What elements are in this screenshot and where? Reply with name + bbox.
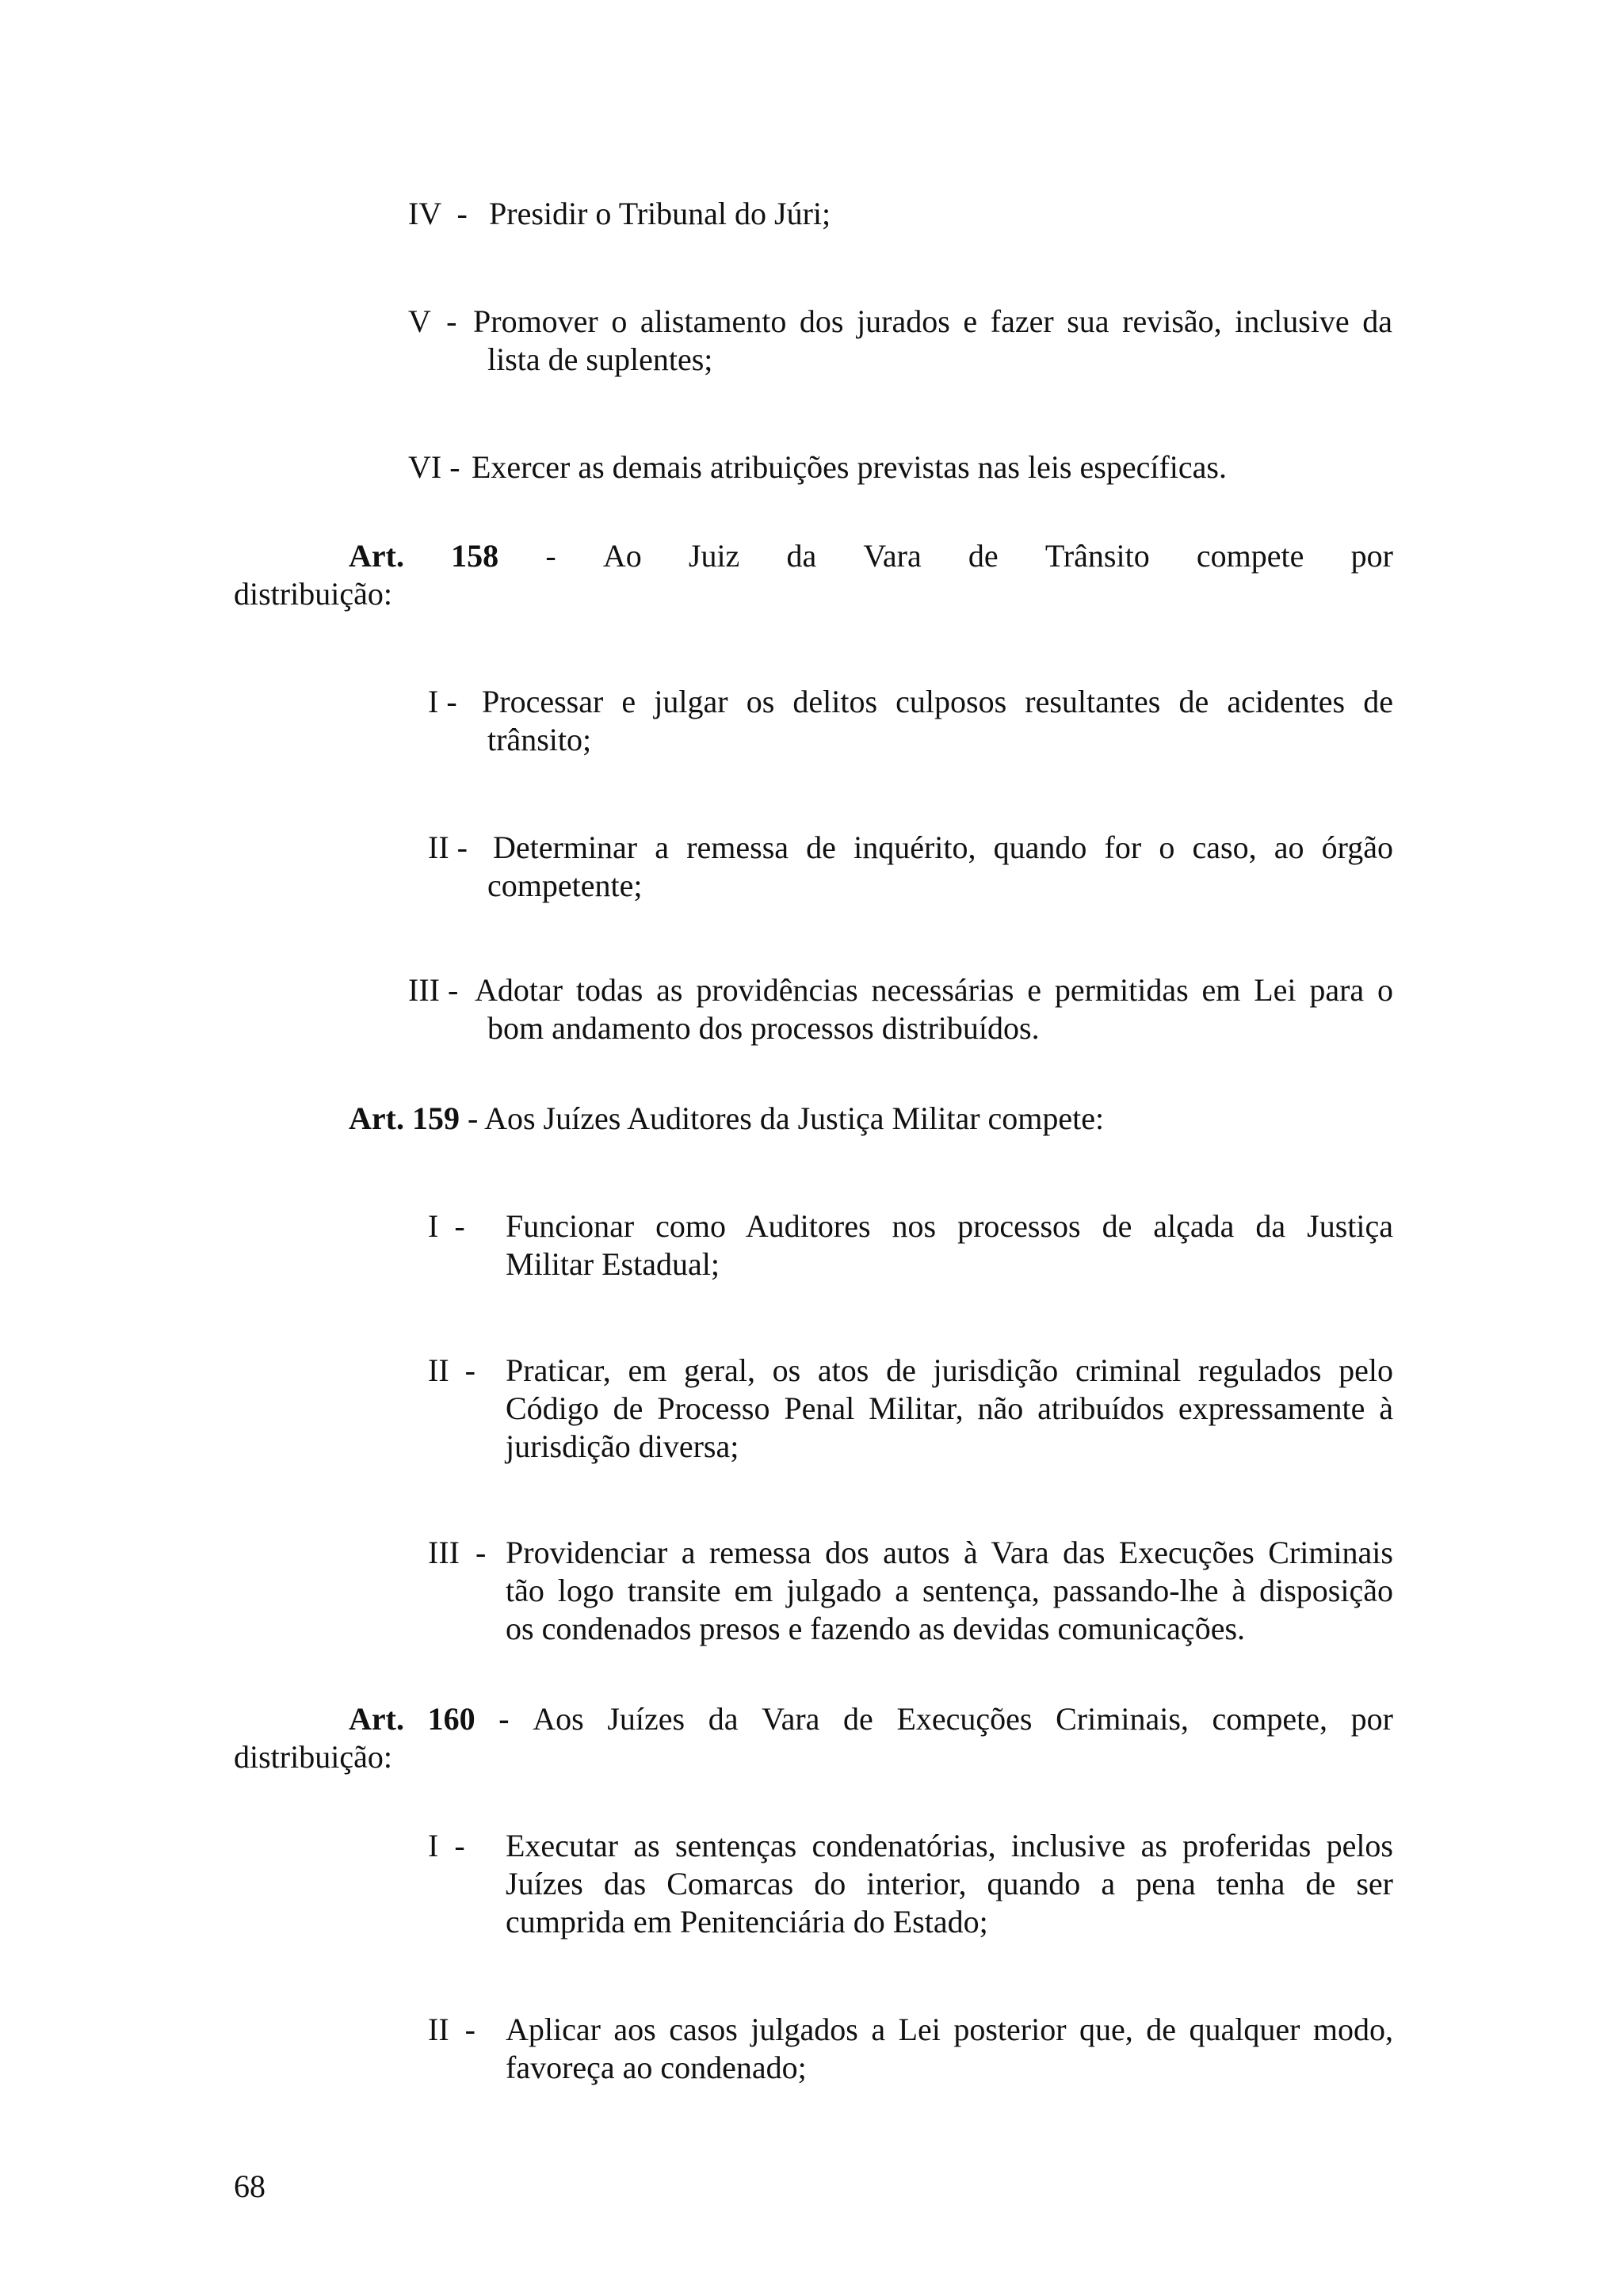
art-word: por (1350, 1701, 1393, 1737)
art-word: de (843, 1701, 873, 1737)
item-vi (408, 448, 1399, 486)
art-158-item-i (428, 683, 1399, 759)
item-text-line: Juízes das Comarcas do interior, quando a pena tenha de ser (506, 1866, 1393, 1901)
art-159-item-i (428, 1207, 1399, 1283)
item-marker: V - (408, 303, 457, 339)
item-marker: II - (428, 2012, 475, 2047)
art-label: Art. (349, 1701, 404, 1737)
item-text-line: Aplicar aos casos julgados a Lei posterior que, de qualquer modo, (506, 2012, 1393, 2047)
art-word: Aos (533, 1701, 584, 1737)
art-word: - (545, 538, 556, 574)
art-160-heading (349, 1700, 1393, 1738)
item-text: Exercer as demais atribuições previstas nas leis específicas. (472, 449, 1227, 485)
item-text-line: Praticar, em geral, os atos de jurisdição criminal regulados pelo (506, 1352, 1393, 1388)
item-text-line: Funcionar como Auditores nos processos de alçada da Justiça (506, 1208, 1393, 1244)
art-word: Vara (762, 1701, 820, 1737)
item-text-line: Promover o alistamento dos jurados e fazer sua revisão, inclusive da (473, 303, 1392, 339)
art-word: compete (1196, 538, 1304, 574)
art-160-item-ii (428, 2011, 1399, 2087)
art-word: por (1350, 538, 1393, 574)
item-text-line: os condenados presos e fazendo as devidas comunicações. (506, 1611, 1246, 1646)
item-marker: III - (408, 972, 459, 1008)
art-word: Juízes (607, 1701, 685, 1737)
art-word: de (968, 538, 999, 574)
item-marker: I - (428, 684, 457, 719)
art-159-heading (349, 1100, 1104, 1138)
art-word: Vara (863, 538, 922, 574)
art-158-heading (349, 537, 1393, 575)
art-text: - Aos Juízes Auditores da Justiça Militar compete: (459, 1100, 1105, 1136)
page-number: 68 (234, 2168, 265, 2204)
art-label: Art. (349, 538, 404, 574)
item-text-line: Processar e julgar os delitos culposos resultantes de acidentes de (482, 684, 1393, 719)
art-word: Criminais, (1056, 1701, 1189, 1737)
art-word: Ao (602, 538, 642, 574)
item-marker: II - (428, 1352, 475, 1388)
art-159-item-iii (428, 1534, 1399, 1648)
art-word: da (786, 538, 817, 574)
item-text-line: favoreça ao condenado; (506, 2050, 807, 2085)
art-label: Art. 159 (349, 1100, 460, 1136)
item-marker: I - (428, 1208, 465, 1244)
item-text-line: trânsito; (487, 722, 592, 757)
item-text-line: bom andamento dos processos distribuídos. (487, 1010, 1040, 1046)
art-word: Juiz (688, 538, 740, 574)
item-text-line: Providenciar a remessa dos autos à Vara das Execuções Criminais (506, 1535, 1393, 1570)
art-number: 158 (451, 538, 499, 574)
item-marker: VI - (408, 449, 460, 485)
item-text-line: competente; (487, 868, 643, 903)
item-iv (408, 195, 1399, 233)
item-v (408, 303, 1399, 379)
item-marker: I - (428, 1828, 465, 1863)
art-158-item-ii (428, 829, 1399, 905)
art-number: 160 (427, 1701, 475, 1737)
art-160-item-i (428, 1827, 1399, 1941)
item-text-line: Executar as sentenças condenatórias, inclusive as proferidas pelos (506, 1828, 1393, 1863)
item-text: Presidir o Tribunal do Júri; (489, 196, 831, 231)
art-word: Execuções (896, 1701, 1033, 1737)
item-text-line: Adotar todas as providências necessárias e permitidas em Lei para o (475, 972, 1393, 1008)
art-158-item-iii (408, 971, 1399, 1047)
art-160-continuation: distribuição: (234, 1739, 392, 1775)
item-text-line: Código de Processo Penal Militar, não atribuídos expressamente à (506, 1390, 1393, 1426)
item-text-line: Militar Estadual; (506, 1246, 720, 1282)
item-marker: II - (428, 830, 468, 865)
art-159-item-ii (428, 1352, 1399, 1466)
art-word: Trânsito (1044, 538, 1150, 574)
item-text-line: cumprida em Penitenciária do Estado; (506, 1904, 988, 1939)
item-text-line: Determinar a remessa de inquérito, quando for o caso, ao órgão (493, 830, 1393, 865)
art-word: da (708, 1701, 739, 1737)
art-word: compete, (1212, 1701, 1328, 1737)
item-text-line: lista de suplentes; (487, 341, 713, 377)
item-text-line: tão logo transite em julgado a sentença, passando-lhe à disposição (506, 1573, 1393, 1608)
item-marker: IV - (408, 196, 468, 231)
art-dash: - (498, 1701, 510, 1737)
item-text-line: jurisdição diversa; (506, 1428, 739, 1464)
item-marker: III - (428, 1535, 487, 1570)
art-158-continuation: distribuição: (234, 576, 392, 612)
